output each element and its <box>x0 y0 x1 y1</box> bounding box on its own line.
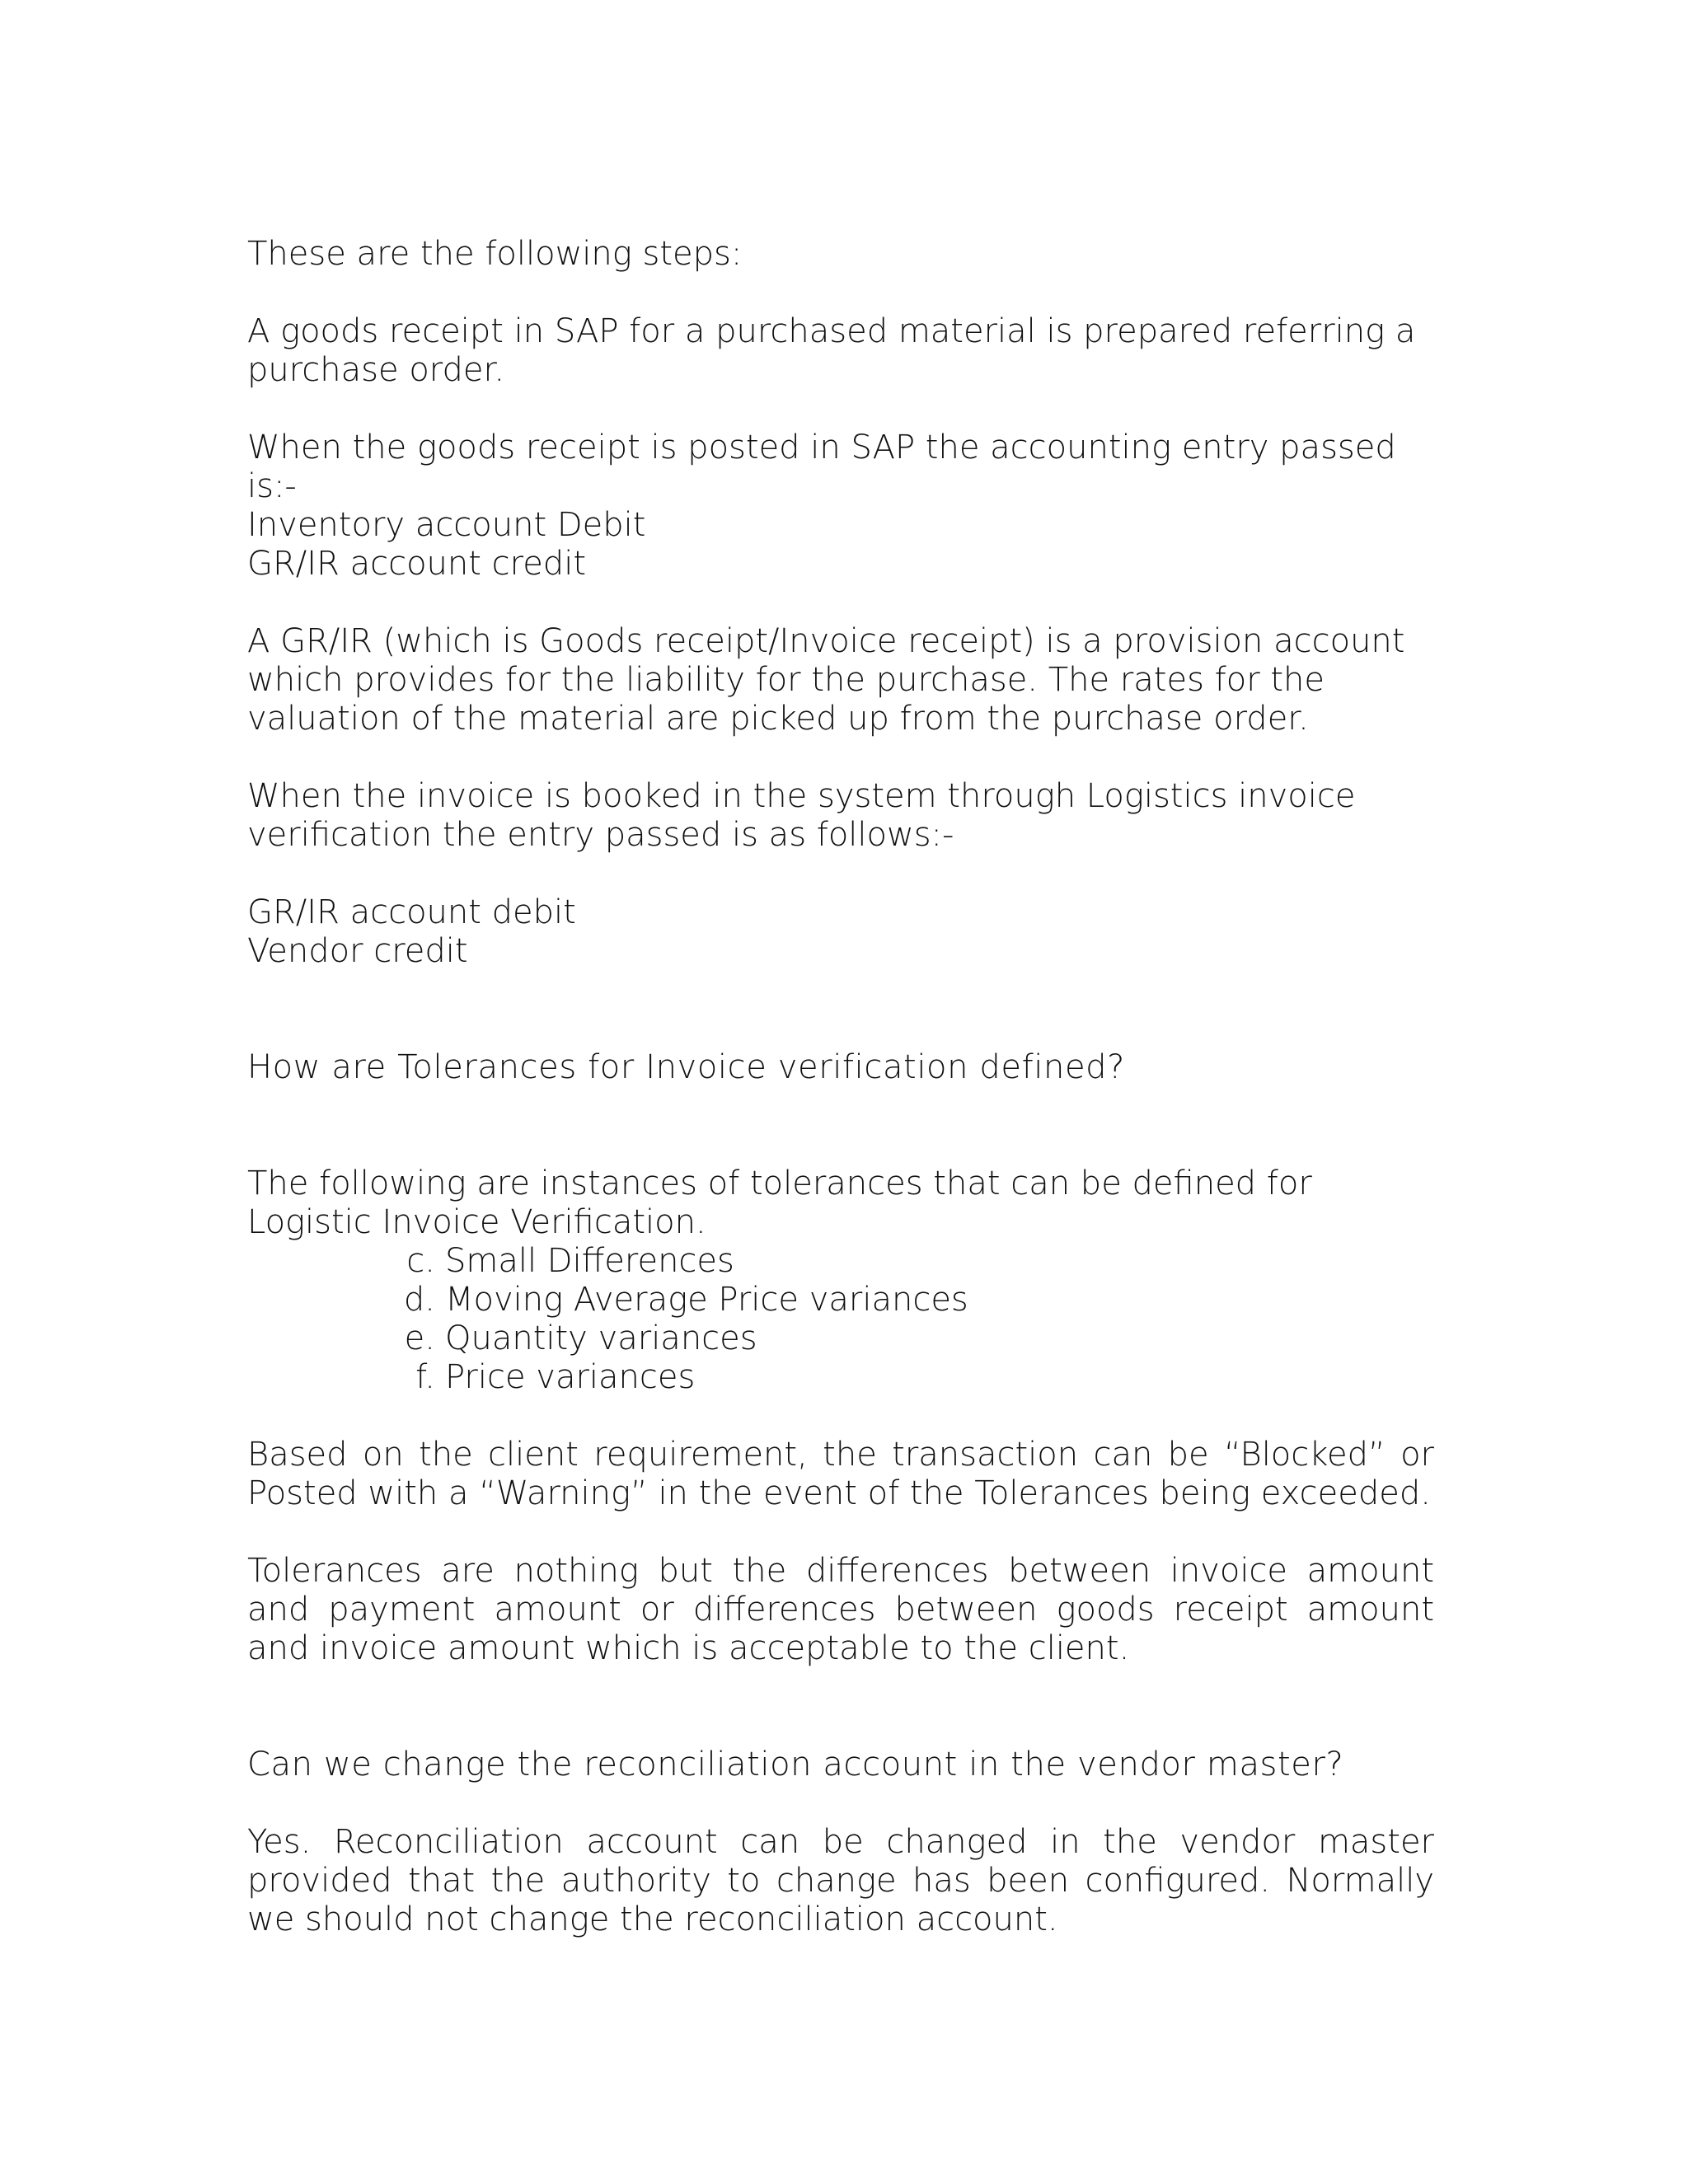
list-item <box>247 1358 1434 1397</box>
tolerances-intro-paragraph: The following are instances of tolerances that can be defined for Logistic Invoice Verification. <box>247 1165 1312 1241</box>
intro-paragraph: These are the following steps: <box>247 235 743 273</box>
invoice-entry-line: GR/IR account debit <box>247 893 576 931</box>
tolerances-definition-paragraph: Tolerances are nothing but the differences between invoice amount and payment amount or differences between goods receipt amount and invoice amount which is acceptable to the client. <box>247 1552 1434 1667</box>
question-reconciliation-heading: Can we change the reconciliation account in the vendor master? <box>247 1746 1344 1783</box>
spacer <box>247 274 1434 312</box>
spacer <box>247 1784 1434 1823</box>
accounting-entry-line: When the goods receipt is posted in SAP the accounting entry passed is:- <box>247 429 1396 505</box>
reconciliation-answer-paragraph: Yes. Reconciliation account can be changed in the vendor master provided that the authority to change has been configured. Normally we should not change the reconciliation account. <box>247 1823 1434 1938</box>
spacer <box>247 583 1434 622</box>
question-tolerances-heading: How are Tolerances for Invoice verification defined? <box>247 1048 1125 1086</box>
spacer <box>247 1513 1434 1552</box>
list-marker: f. <box>415 1358 435 1396</box>
list-item <box>247 1242 1434 1281</box>
invoice-entry-paragraph <box>247 893 1434 971</box>
spacer <box>247 1397 1434 1436</box>
invoice-booking-paragraph: When the invoice is booked in the system through Logistics invoice verification the entry passed is as follows:- <box>247 777 1356 854</box>
list-marker: e. <box>404 1319 435 1357</box>
document-page <box>247 235 1434 1939</box>
spacer <box>247 1668 1434 1746</box>
list-item-text: Quantity variances <box>445 1319 757 1357</box>
invoice-entry-line: Vendor credit <box>247 932 468 970</box>
list-item-text: Moving Average Price variances <box>445 1281 968 1319</box>
spacer <box>247 1087 1434 1165</box>
tolerances-list <box>247 1242 1434 1397</box>
accounting-entry-line: Inventory account Debit <box>247 506 646 544</box>
spacer <box>247 971 1434 1048</box>
goods-receipt-paragraph: A goods receipt in SAP for a purchased material is prepared referring a purchase order. <box>247 312 1416 389</box>
grir-definition-paragraph: A GR/IR (which is Goods receipt/Invoice receipt) is a provision account which provides for the liability for the purchase. The rates for the valuation of the material are picked up from the purchase order. <box>247 622 1405 738</box>
list-item <box>247 1319 1434 1358</box>
list-marker: c. <box>406 1242 435 1280</box>
list-marker: d. <box>403 1281 435 1319</box>
spacer <box>247 738 1434 777</box>
accounting-entry-paragraph <box>247 429 1434 583</box>
client-requirement-paragraph: Based on the client requirement, the transaction can be “Blocked” or Posted with a “Warning” in the event of the Tolerances being exceeded. <box>247 1436 1434 1512</box>
list-item-text: Small Differences <box>445 1242 734 1280</box>
accounting-entry-line: GR/IR account credit <box>247 545 586 583</box>
spacer <box>247 390 1434 429</box>
list-item-text: Price variances <box>445 1358 696 1396</box>
spacer <box>247 855 1434 893</box>
list-item <box>247 1281 1434 1319</box>
